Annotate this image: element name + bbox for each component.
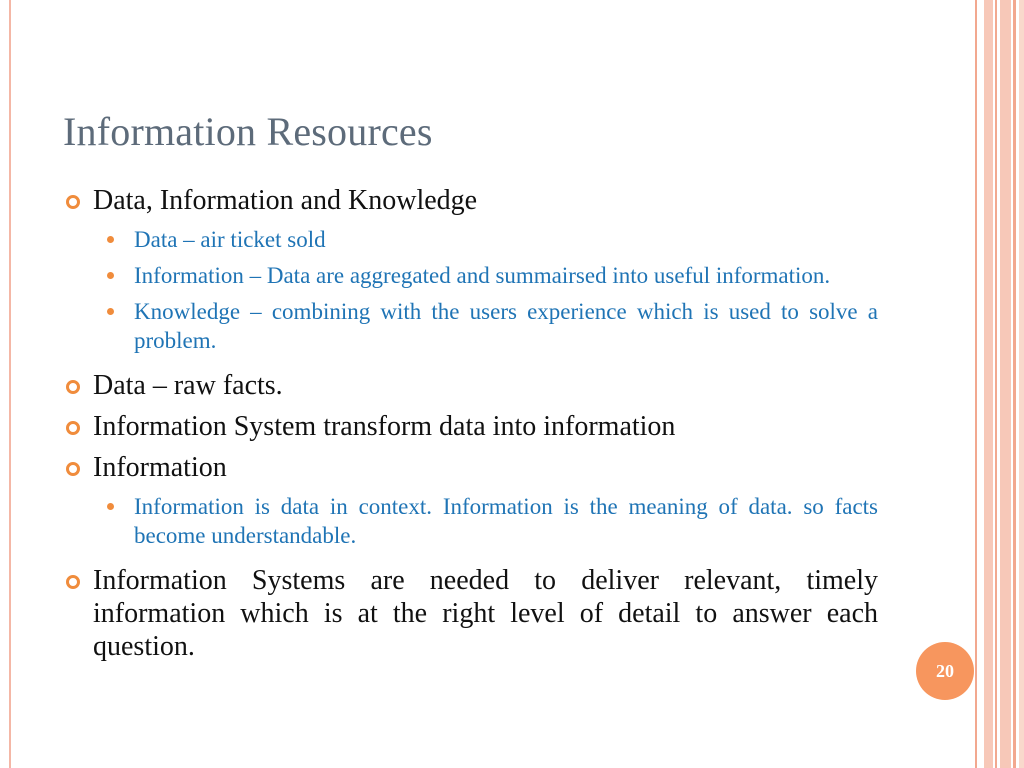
sub-bullet-list <box>63 225 878 355</box>
dot-bullet-icon <box>107 503 114 510</box>
slide-content <box>63 184 878 671</box>
decorative-stripe <box>1000 0 1011 768</box>
sub-bullet-item <box>63 297 878 355</box>
sub-bullet-text: Information is data in context. Information is the meaning of data. so facts become understandable. <box>134 494 878 548</box>
decorative-stripe <box>1019 0 1024 768</box>
sub-bullet-text: Information – Data are aggregated and summairsed into useful information. <box>134 263 831 288</box>
left-frame-line <box>9 0 11 768</box>
bullet-item <box>63 410 878 443</box>
bullet-item <box>63 564 878 663</box>
sub-bullet-text: Knowledge – combining with the users experience which is used to solve a problem. <box>134 299 878 353</box>
bullet-item <box>63 184 878 217</box>
ring-bullet-icon <box>66 380 80 394</box>
ring-bullet-icon <box>66 195 80 209</box>
bullet-text: Data – raw facts. <box>93 370 283 401</box>
slide-title: Information Resources <box>63 109 433 154</box>
bullet-item <box>63 451 878 484</box>
ring-bullet-icon <box>66 421 80 435</box>
dot-bullet-icon <box>107 236 114 243</box>
ring-bullet-icon <box>66 462 80 476</box>
sub-bullet-text: Data – air ticket sold <box>134 227 326 252</box>
dot-bullet-icon <box>107 308 114 315</box>
decorative-stripe <box>1013 0 1016 768</box>
decorative-stripe <box>984 0 993 768</box>
bullet-text: Information Systems are needed to deliver relevant, timely information which is at the right level of detail to answer each question. <box>93 565 878 662</box>
bullet-text: Information <box>93 452 227 483</box>
dot-bullet-icon <box>107 272 114 279</box>
decorative-stripe <box>995 0 997 768</box>
bullet-text: Information System transform data into information <box>93 411 676 442</box>
page-number-badge: 20 <box>916 642 974 700</box>
bullet-text: Data, Information and Knowledge <box>93 185 478 216</box>
sub-bullet-item <box>63 261 878 290</box>
sub-bullet-list <box>63 492 878 550</box>
sub-bullet-item <box>63 225 878 254</box>
bullet-item <box>63 369 878 402</box>
ring-bullet-icon <box>66 575 80 589</box>
sub-bullet-item <box>63 492 878 550</box>
decorative-stripe <box>975 0 977 768</box>
